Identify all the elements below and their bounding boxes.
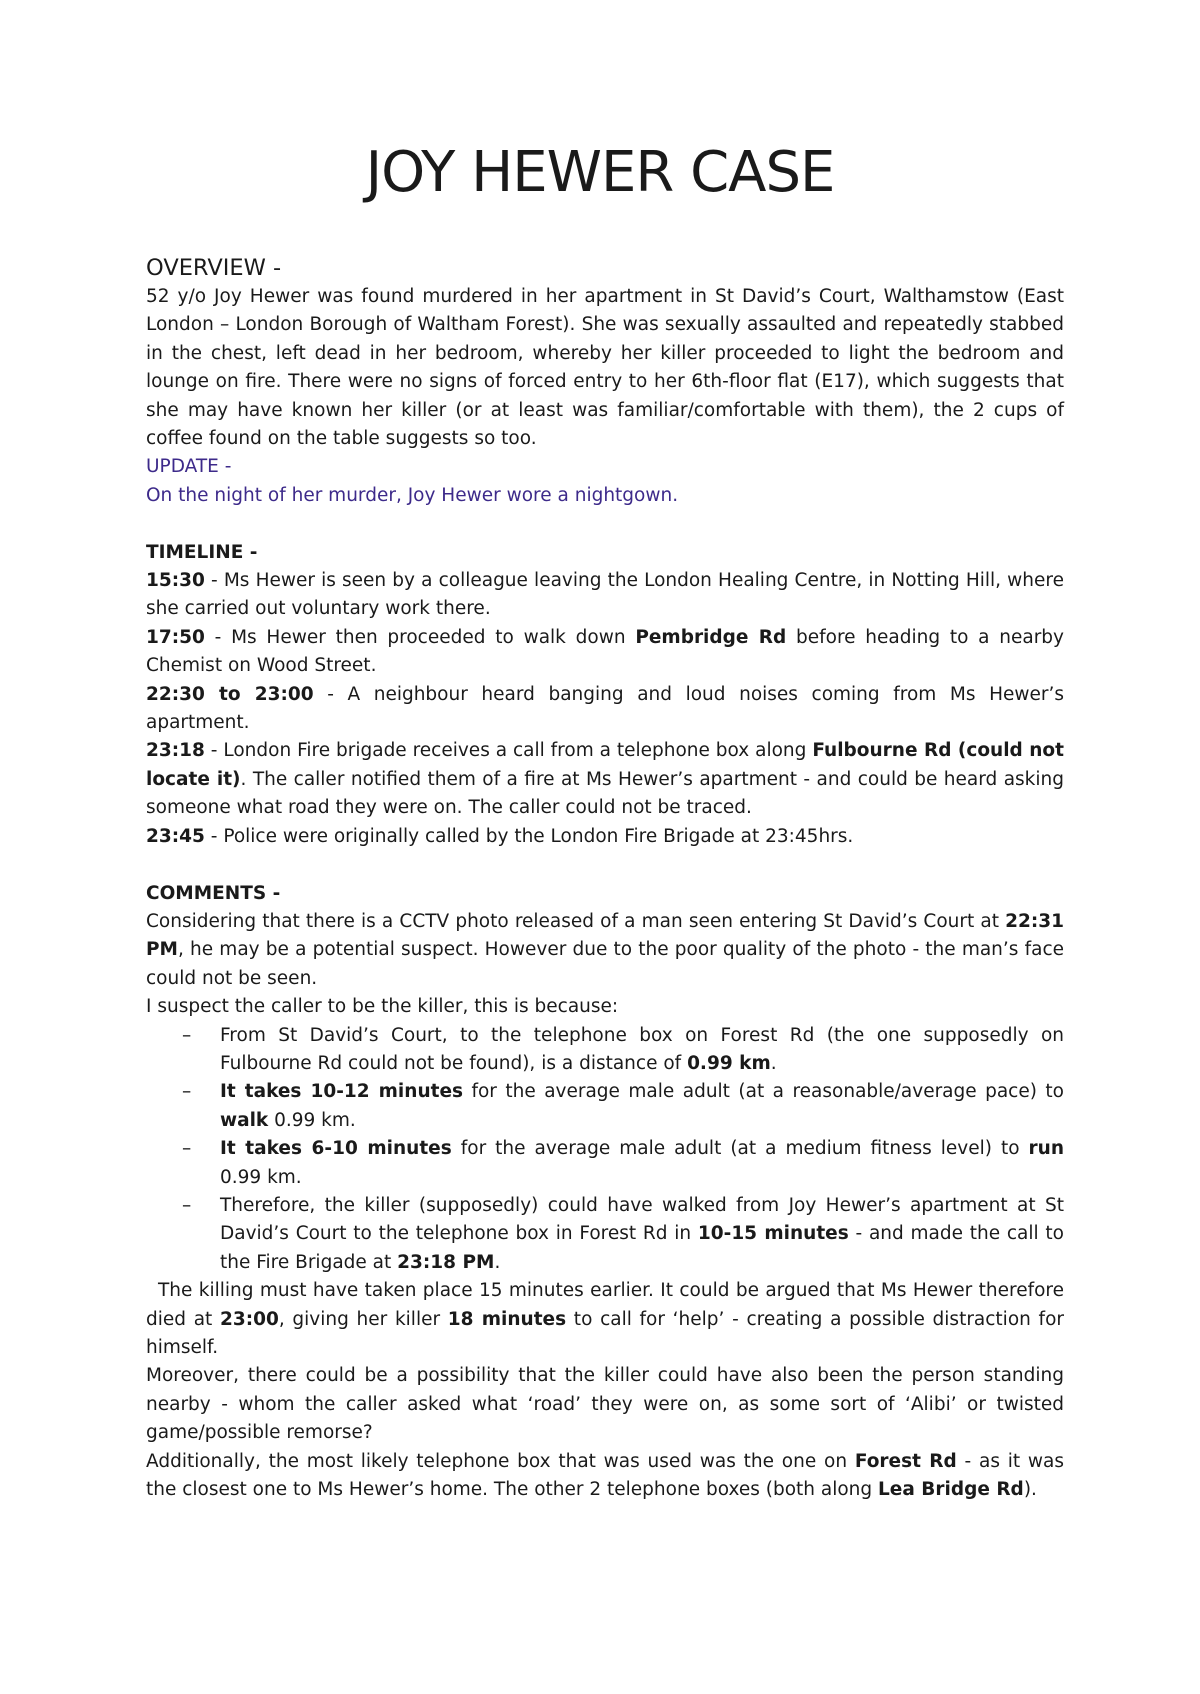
comments-heading: COMMENTS - — [146, 882, 281, 904]
reasoning-list — [146, 1022, 1064, 1278]
comments-paragraph: The killing must have taken place 15 minutes earlier. It could be argued that Ms Hewer therefore died at 23:00, giving her killer 18 minutes to call for ‘help’ - creating a possible distraction for himself. — [146, 1280, 1064, 1358]
timeline-time: 23:45 — [146, 825, 205, 847]
timeline-entry: 15:30 - Ms Hewer is seen by a colleague leaving the London Healing Centre, in Notting Hill, where she carried out voluntary work there. — [146, 570, 1064, 620]
list-item: – It takes 10-12 minutes for the average male adult (at a reasonable/average pace) to walk 0.99 km. — [146, 1078, 1064, 1135]
document-title: JOY HEWER CASE — [365, 140, 835, 205]
timeline-time: 23:18 — [146, 740, 205, 762]
spacer — [146, 510, 1064, 538]
spacer — [146, 851, 1064, 879]
timeline-entry: 22:30 to 23:00 - A neighbour heard banging and loud noises coming from Ms Hewer’s apartment. — [146, 683, 1064, 734]
list-item: – It takes 6-10 minutes for the average male adult (at a medium fitness level) to run 0.99 km. — [146, 1135, 1064, 1192]
overview-heading: OVERVIEW - — [146, 255, 282, 281]
timeline-time: 17:50 — [146, 626, 205, 648]
update-paragraph: On the night of her murder, Joy Hewer wore a nightgown. — [146, 484, 679, 506]
comments-paragraph: Additionally, the most likely telephone box that was used was the one on Forest Rd - as it was the closest one to Ms Hewer’s home. The other 2 telephone boxes (both along Lea Bridge Rd). — [146, 1450, 1064, 1501]
overview-paragraph: 52 y/o Joy Hewer was found murdered in her apartment in St David’s Court, Walthamstow (East London – London Borough of Waltham Forest). She was sexually assaulted and repeatedly stabbed in the chest, left dead in her bedroom, whereby her killer proceeded to light the bedroom and lounge on fire. There were no signs of forced entry to her 6th-floor flat (E17), which suggests that she may have known her killer (or at least was familiar/comfortable with them), the 2 cups of coffee found on the table suggests so too. — [146, 286, 1064, 450]
timeline-entry: 23:45 - Police were originally called by the London Fire Brigade at 23:45hrs. — [146, 825, 854, 847]
list-item: – Therefore, the killer (supposedly) could have walked from Joy Hewer’s apartment at St David’s Court to the telephone box in Forest Rd in 10-15 minutes - and made the call to the Fire Brigade at 23:18 PM. — [146, 1192, 1064, 1277]
timeline-time: 15:30 — [146, 570, 205, 592]
timeline-entry: 23:18 - London Fire brigade receives a call from a telephone box along Fulbourne Rd (could not locate it). The caller notified them of a fire at Ms Hewer’s apartment - and could be heard asking someone what road they were on. The caller could not be traced. — [146, 740, 1064, 819]
update-heading: UPDATE - — [146, 456, 232, 478]
timeline-heading: TIMELINE - — [146, 541, 258, 563]
comments-paragraph: I suspect the caller to be the killer, this is because: — [146, 996, 619, 1018]
timeline-time: 22:30 to 23:00 — [146, 683, 314, 705]
timeline-entry: 17:50 - Ms Hewer then proceeded to walk down Pembridge Rd before heading to a nearby Chemist on Wood Street. — [146, 626, 1064, 677]
list-item: – From St David’s Court, to the telephone box on Forest Rd (the one supposedly on Fulbourne Rd could not be found), is a distance of 0.99 km. — [146, 1022, 1064, 1079]
comments-paragraph: Considering that there is a CCTV photo released of a man seen entering St David’s Court at 22:31 PM, he may be a potential suspect. However due to the poor quality of the photo - the man’s face could not be seen. — [146, 910, 1064, 989]
document-body — [146, 253, 1064, 1504]
comments-paragraph: Moreover, there could be a possibility that the killer could have also been the person standing nearby - whom the caller asked what ‘road’ they were on, as some sort of ‘Alibi’ or twisted game/possible remorse? — [146, 1365, 1064, 1444]
